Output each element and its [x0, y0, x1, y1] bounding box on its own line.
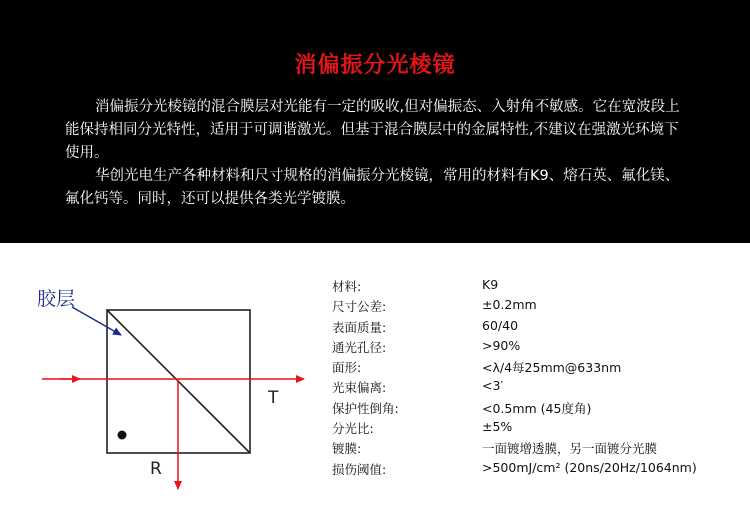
- transmit-label: T: [268, 388, 279, 408]
- orientation-dot: [118, 431, 127, 440]
- coating-pointer: [72, 307, 121, 335]
- coating-label: 胶层: [37, 288, 76, 310]
- intro-paragraph-1: 消偏振分光棱镜的混合膜层对光能有一定的吸收,但对偏振态、入射角不敏感。它在宽波段上能保持相同分光特性，适用于可调谐激光。但基于混合膜层中的金属特性,不建议在强激光环境下使用。: [65, 99, 680, 161]
- spec-key: 通光孔径:: [332, 339, 387, 355]
- spec-value: ±0.2mm: [482, 297, 537, 313]
- spec-value: <0.5mm (45度角): [482, 400, 592, 416]
- spec-value: ±5%: [482, 419, 513, 435]
- spec-key: 材料:: [332, 279, 362, 294]
- reflect-label: R: [150, 459, 162, 479]
- intro-text: [65, 96, 690, 211]
- spec-key: 损伤阈值:: [332, 461, 387, 477]
- spec-key: 尺寸公差:: [332, 299, 387, 315]
- spec-value: 一面镀增透膜，另一面镀分光膜: [482, 441, 658, 457]
- prism-diagram: [0, 243, 320, 517]
- spec-key: 镀膜:: [332, 441, 362, 457]
- spec-key: 保护性倒角:: [332, 400, 399, 416]
- spec-key: 分光比:: [332, 421, 374, 437]
- spec-value: >500mJ/cm² (20ns/20Hz/1064nm): [482, 459, 697, 475]
- header-section: [0, 0, 750, 243]
- spec-key: 面形:: [332, 360, 362, 376]
- intro-paragraph-2: 华创光电生产各种材料和尺寸规格的消偏振分光棱镜，常用的材料有K9、熔石英、氟化镁、氟化钙等。同时，还可以提供各类光学镀膜。: [65, 168, 680, 207]
- spec-value: <3′: [482, 378, 504, 394]
- spec-key: 光束偏离:: [332, 380, 387, 396]
- spec-value: K9: [482, 277, 499, 292]
- spec-value: <λ/4每25mm@633nm: [482, 360, 622, 376]
- page-title: 消偏振分光棱镜: [294, 53, 456, 78]
- spec-value: 60/40: [482, 317, 519, 333]
- spec-value: >90%: [482, 337, 521, 353]
- spec-key: 表面质量:: [332, 319, 387, 335]
